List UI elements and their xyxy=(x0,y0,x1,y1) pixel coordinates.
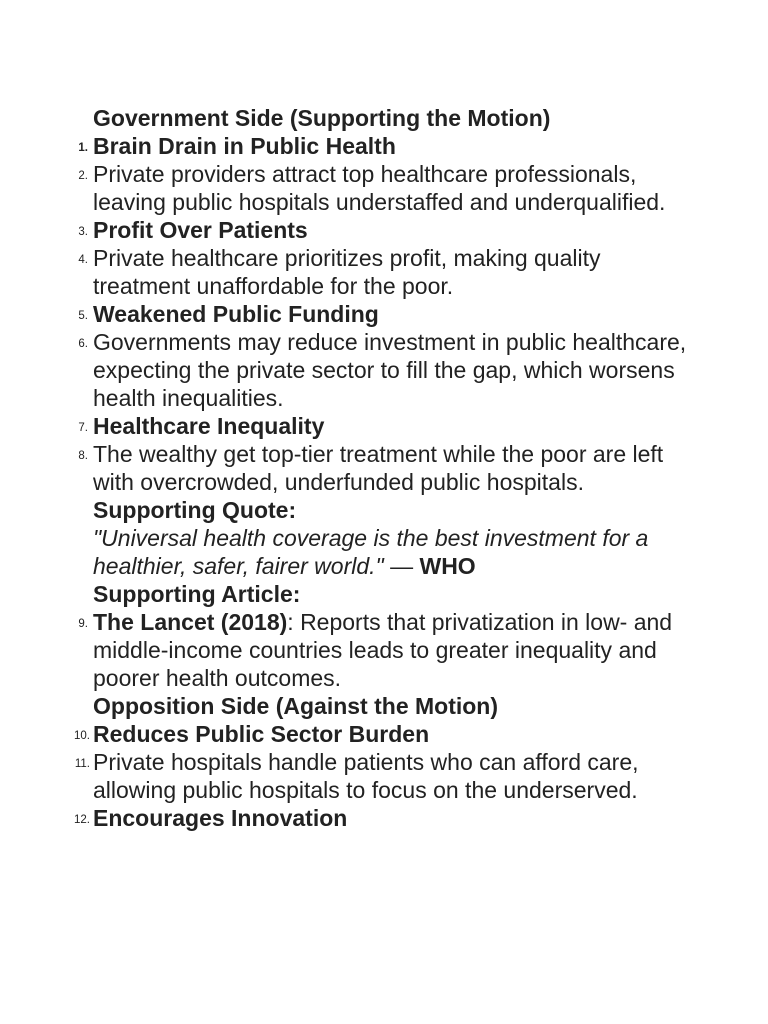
list-number: 12. xyxy=(74,814,90,826)
list-item-text: Profit Over Patients xyxy=(93,217,308,243)
list-number: 9. xyxy=(78,618,88,630)
list-number: 7. xyxy=(78,422,88,434)
list-number: 6. xyxy=(78,338,88,350)
section-heading-opposition: Opposition Side (Against the Motion) xyxy=(93,693,499,719)
list-number: 2. xyxy=(78,170,88,182)
list-item-text: : Reports that privatization in low- and middle-income countries leads to greater inequality and poorer health outcomes. xyxy=(93,609,673,691)
list-item-text: Reduces Public Sector Burden xyxy=(93,721,430,747)
list-item xyxy=(74,720,693,748)
section-heading-government: Government Side (Supporting the Motion) xyxy=(93,105,551,131)
list-item xyxy=(78,328,693,412)
list-item-text: Governments may reduce investment in public healthcare, expecting the private sector to fill the gap, which worsens health inequalities. xyxy=(93,329,687,411)
list-item xyxy=(74,748,693,804)
list-item xyxy=(78,440,693,496)
quote-dash: — xyxy=(383,553,420,579)
quote-text: "Universal health coverage is the best investment for a healthier, safer, fairer world." xyxy=(93,525,649,579)
list-number: 3. xyxy=(78,226,88,238)
list-number: 1. xyxy=(78,142,88,154)
list-item xyxy=(78,132,693,160)
list-item xyxy=(78,160,693,216)
list-item-text: Healthcare Inequality xyxy=(93,413,325,439)
list-item xyxy=(78,608,693,692)
quote-label: Supporting Quote: xyxy=(93,497,297,523)
list-item xyxy=(78,412,693,440)
list-item-text: The wealthy get top-tier treatment while the poor are left with overcrowded, underfunded public hospitals. xyxy=(93,441,664,495)
list-number: 10. xyxy=(74,730,90,742)
list-item xyxy=(78,216,693,244)
supporting-quote xyxy=(93,524,693,580)
article-label: Supporting Article: xyxy=(93,581,301,607)
document-body xyxy=(74,104,693,832)
article-source: The Lancet (2018) xyxy=(93,609,288,635)
list-item-text: Private providers attract top healthcare professionals, leaving public hospitals understaffed and underqualified. xyxy=(93,161,666,215)
list-number: 4. xyxy=(78,254,88,266)
list-item-text: Encourages Innovation xyxy=(93,805,348,831)
list-item-text: Brain Drain in Public Health xyxy=(93,133,396,159)
quote-source: WHO xyxy=(419,553,476,579)
list-item-text: Private healthcare prioritizes profit, making quality treatment unaffordable for the poor. xyxy=(93,245,601,299)
list-item xyxy=(78,244,693,300)
list-item xyxy=(74,804,693,832)
list-number: 5. xyxy=(78,310,88,322)
list-number: 11. xyxy=(74,758,90,770)
list-number: 8. xyxy=(78,450,88,462)
list-item xyxy=(78,300,693,328)
list-item-text: Private hospitals handle patients who can afford care, allowing public hospitals to focus on the underserved. xyxy=(93,749,639,803)
list-item-text: Weakened Public Funding xyxy=(93,301,379,327)
